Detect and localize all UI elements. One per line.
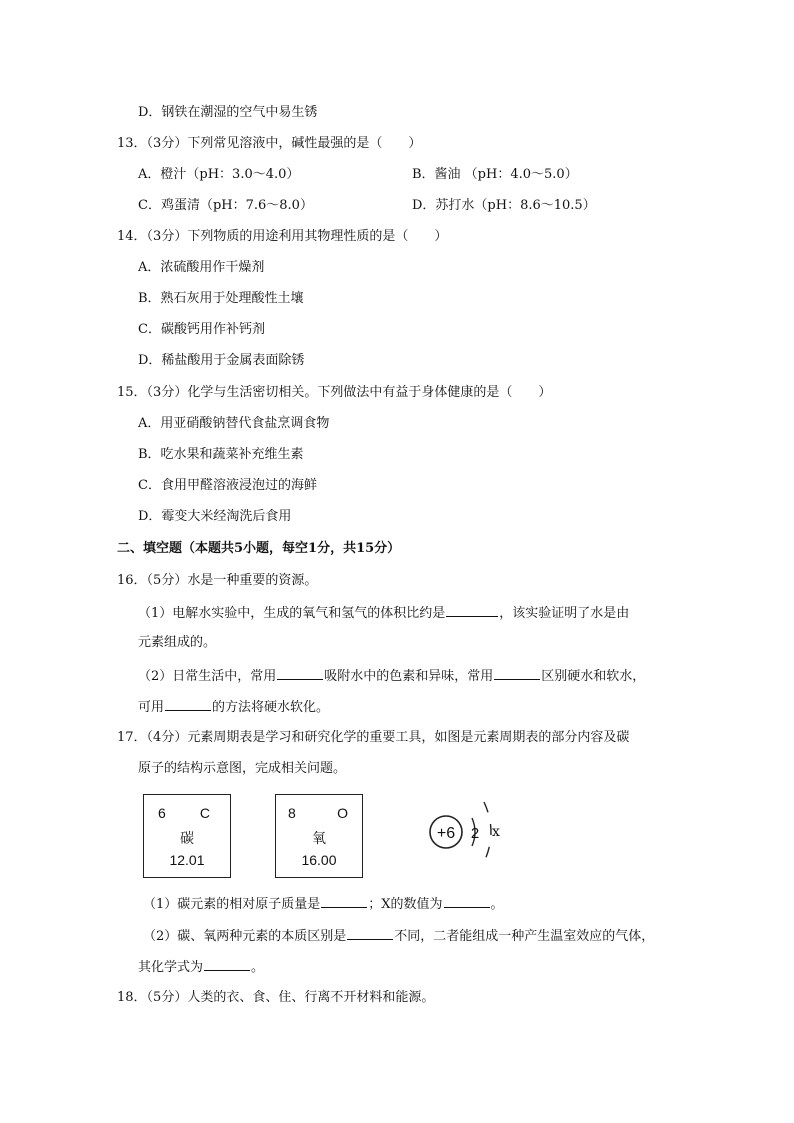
- q16-part1-line1: [138, 603, 629, 623]
- q17-p2-text-a: （2）碳、氧两种元素的本质区别是: [143, 929, 347, 944]
- q17-part2-line2: [138, 957, 264, 977]
- q14-option-b: B．熟石灰用于处理酸性土壤: [138, 291, 304, 306]
- q17-stem-line2: 原子的结构示意图，完成相关问题。: [138, 761, 347, 776]
- q16-part2-line2: [138, 697, 329, 717]
- q15-option-a: A．用亚硝酸钠替代食盐烹调食物: [138, 416, 330, 431]
- q12-option-d: D．钢铁在潮湿的空气中易生锈: [138, 105, 318, 120]
- q17-p1-text-b: ；X的数值为: [368, 897, 443, 912]
- q15-option-b: B．吃水果和蔬菜补充维生素: [138, 447, 304, 462]
- q17-p1-text-c: 。: [490, 897, 504, 912]
- oxygen-name: 氧: [312, 831, 326, 847]
- q17-p1-text-a: （1）碳元素的相对原子质量是: [143, 897, 321, 912]
- q15-option-c: C．食用甲醛溶液浸泡过的海鲜: [138, 478, 317, 493]
- carbon-name: 碳: [180, 831, 194, 847]
- q13-stem: 13．（3分）下列常见溶液中，碱性最强的是（ ）: [117, 136, 422, 151]
- answer-blank[interactable]: [277, 666, 323, 680]
- oxygen-atomic-number: 8: [288, 805, 296, 821]
- answer-blank[interactable]: [446, 603, 498, 617]
- q16-p2-text-a: （2）日常生活中，常用: [138, 669, 277, 684]
- q17-p2-text-b: 不同，二者能组成一种产生温室效应的气体，: [394, 929, 655, 944]
- carbon-atom-structure-diagram: [420, 792, 520, 872]
- carbon-symbol: C: [199, 805, 210, 821]
- q16-p2-text-c: 区别硬水和软水，: [541, 669, 646, 684]
- oxygen-symbol: O: [337, 805, 348, 821]
- q16-p2-text-e: 的方法将硬水软化。: [212, 700, 330, 715]
- electron-shell-2: [484, 802, 491, 862]
- q14-option-d: D．稀盐酸用于金属表面除锈: [138, 353, 305, 368]
- q17-p2-text-c: 其化学式为: [138, 960, 204, 975]
- q16-p1-text-a: （1）电解水实验中，生成的氧气和氢气的体积比约是: [138, 606, 446, 621]
- answer-blank[interactable]: [444, 894, 490, 908]
- q15-stem: 15．（3分）化学与生活密切相关。下列做法中有益于身体健康的是（ ）: [117, 385, 552, 400]
- q15-option-d: D．霉变大米经淘洗后食用: [138, 509, 292, 524]
- q17-stem-line1: 17．（4分）元素周期表是学习和研究化学的重要工具，如图是元素周期表的部分内容及碳: [117, 730, 630, 745]
- carbon-atomic-mass: 12.01: [169, 852, 205, 868]
- q16-p2-text-d: 可用: [138, 700, 165, 715]
- q16-p1-text-b: ，该实验证明了水是由: [499, 606, 630, 621]
- shell-2-electrons: x: [492, 824, 500, 840]
- answer-blank[interactable]: [321, 894, 367, 908]
- answer-blank[interactable]: [165, 697, 211, 711]
- q16-part2-line1: [138, 666, 645, 686]
- q17-part1: [143, 894, 504, 914]
- q17-part2-line1: [143, 926, 654, 946]
- q14-option-a: A．浓硫酸用作干燥剂: [138, 260, 265, 275]
- q13-option-c: C．鸡蛋清（pH：7.6～8.0）: [138, 198, 313, 213]
- q16-stem: 16．（5分）水是一种重要的资源。: [117, 573, 318, 588]
- q16-p1-text-c: 元素组成的。: [138, 635, 217, 650]
- answer-blank[interactable]: [204, 957, 250, 971]
- q17-p2-text-d: 。: [251, 960, 265, 975]
- nucleus-charge: +6: [436, 825, 456, 842]
- q16-p2-text-b: 吸附水中的色素和异味，常用: [324, 669, 494, 684]
- q13-option-d: D．苏打水（pH：8.6～10.5）: [412, 198, 596, 213]
- q13-option-b: B．酱油 （pH：4.0～5.0）: [412, 167, 578, 182]
- shell-1-electrons: 2: [470, 825, 480, 842]
- q14-stem: 14．（3分）下列物质的用途利用其物理性质的是（ ）: [117, 229, 448, 244]
- q14-option-c: C．碳酸钙用作补钙剂: [138, 322, 265, 337]
- oxygen-atomic-mass: 16.00: [301, 852, 337, 868]
- section-title: 二、填空题（本题共5小题，每空1分，共15分）: [117, 541, 401, 556]
- oxygen-element-box: [275, 794, 363, 878]
- answer-blank[interactable]: [494, 666, 540, 680]
- carbon-atomic-number: 6: [158, 805, 166, 821]
- carbon-element-box: [143, 794, 231, 878]
- answer-blank[interactable]: [347, 926, 393, 940]
- q13-option-a: A．橙汁（pH：3.0～4.0）: [138, 167, 300, 182]
- q18-stem: 18．（5分）人类的衣、食、住、行离不开材料和能源。: [117, 990, 435, 1005]
